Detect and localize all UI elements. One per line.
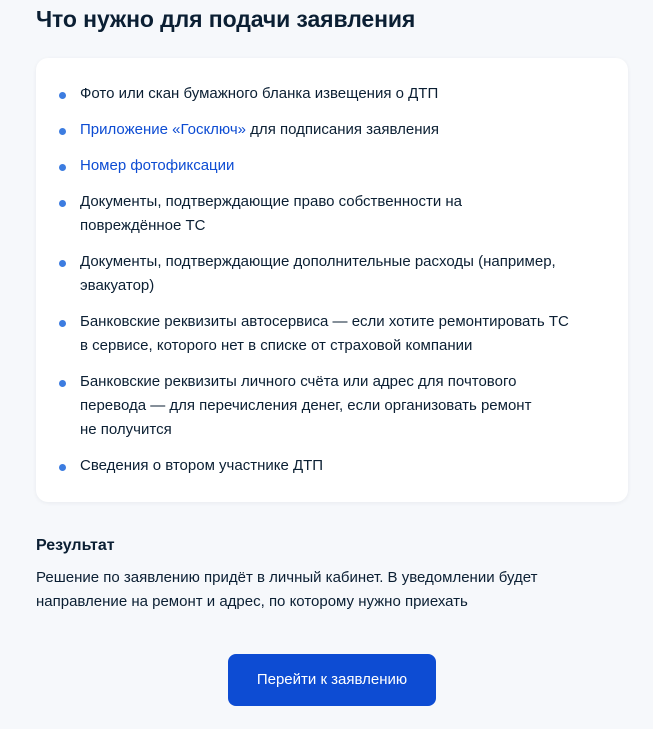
requirement-suffix: для подписания заявления — [246, 121, 440, 138]
requirement-text: Документы, подтверждающие право собственности на повреждённое ТС — [80, 193, 463, 234]
requirements-card — [36, 58, 628, 502]
requirement-text: Документы, подтверждающие дополнительные расходы (например, эвакуатор) — [80, 253, 556, 294]
go-to-application-button[interactable]: Перейти к заявлению — [228, 654, 436, 706]
bullet-icon — [59, 260, 66, 267]
bullet-icon — [59, 164, 66, 171]
bullet-icon — [59, 320, 66, 327]
result-line: Решение по заявлению придёт в личный кабинет. В уведомлении будет — [36, 569, 538, 586]
bullet-icon — [59, 92, 66, 99]
requirement-text: Сведения о втором участнике ДТП — [80, 457, 324, 474]
requirement-text — [80, 310, 610, 358]
result-line: направление на ремонт и адрес, по которому нужно приехать — [36, 593, 468, 610]
goskey-app-link[interactable]: Приложение «Госключ» — [80, 121, 247, 138]
bullet-icon — [59, 380, 66, 387]
requirement-line: Банковские реквизиты автосервиса — если хотите ремонтировать ТС — [80, 313, 569, 330]
requirement-text — [80, 154, 610, 178]
requirement-line: перевода — для перечисления денег, если организовать ремонт — [80, 397, 532, 414]
bullet-icon — [59, 128, 66, 135]
requirement-text — [80, 118, 610, 142]
result-heading: Результат — [36, 537, 115, 554]
requirement-text — [80, 370, 610, 442]
requirement-line: Банковские реквизиты личного счёта или адрес для почтового — [80, 373, 517, 390]
requirement-line: в сервисе, которого нет в списке от страховой компании — [80, 337, 473, 354]
bullet-icon — [59, 464, 66, 471]
photo-fixation-number-link[interactable]: Номер фотофиксации — [80, 157, 235, 174]
result-description — [36, 566, 616, 614]
page-title: Что нужно для подачи заявления — [36, 6, 416, 32]
bullet-icon — [59, 200, 66, 207]
requirement-line: не получится — [80, 421, 172, 438]
requirement-text: Фото или скан бумажного бланка извещения о ДТП — [80, 85, 439, 102]
